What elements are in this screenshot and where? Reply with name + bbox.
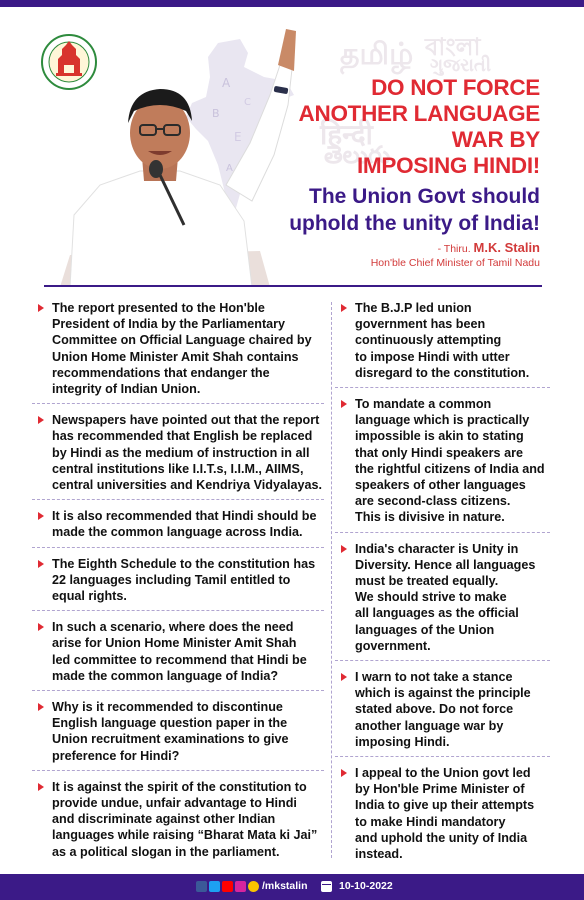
item-separator <box>335 660 550 661</box>
subheadline <box>230 183 540 237</box>
bullet-arrow-icon <box>38 304 44 312</box>
bullet-arrow-icon <box>38 703 44 711</box>
item-separator <box>32 610 324 611</box>
subheadline-line: The Union Govt should <box>309 185 540 208</box>
list-item: It is also recommended that Hindi should be made the common language across India. <box>32 508 324 540</box>
bullet-arrow-icon <box>341 769 347 777</box>
attribution-name: M.K. Stalin <box>473 240 540 255</box>
bullet-arrow-icon <box>38 416 44 424</box>
headline <box>230 75 540 179</box>
calendar-icon <box>321 881 332 892</box>
item-separator <box>335 532 550 533</box>
right-column <box>335 300 550 862</box>
script-word: বাংলা <box>425 33 481 61</box>
attribution-prefix: - Thiru. <box>437 243 474 255</box>
bullet-arrow-icon <box>341 304 347 312</box>
item-separator <box>335 756 550 757</box>
list-item: The Eighth Schedule to the constitution has 22 languages including Tamil entitled to equal rights. <box>32 556 324 605</box>
svg-text:B: B <box>212 107 220 120</box>
item-separator <box>32 770 324 771</box>
headline-line: DO NOT FORCE <box>371 75 540 100</box>
item-separator <box>32 547 324 548</box>
list-item: I warn to not take a stance which is against the principle stated above. Do not force another language war by imposing Hindi. <box>335 669 550 750</box>
script-word: தமிழ் <box>340 37 414 72</box>
instagram-icon[interactable] <box>235 881 246 892</box>
list-item: To mandate a common language which is practically impossible is akin to stating that only Hindi speakers are the rightful citizens of India and speakers of other languages are second-class citizens. This is divisive in nature. <box>335 396 550 526</box>
column-divider <box>331 302 332 858</box>
bullet-arrow-icon <box>38 783 44 791</box>
bullet-arrow-icon <box>341 400 347 408</box>
item-separator <box>32 403 324 404</box>
script-word: ગુજરાતી <box>430 55 491 76</box>
list-item: The B.J.P led union government has been continuously attempting to impose Hindi with utter disregard to the constitution. <box>335 300 550 381</box>
list-item: It is against the spirit of the constitution to provide undue, unfair advantage to Hindi and discriminate against other Indian languages while raising “Bharat Mata ki Jai” as a political slogan in the parliament. <box>32 779 324 860</box>
script-word: తెలుగు <box>324 141 391 169</box>
top-bar <box>0 0 584 7</box>
header-banner <box>0 7 584 287</box>
social-handle[interactable]: /mkstalin <box>262 880 308 892</box>
headline-line: WAR BY <box>451 127 540 152</box>
footer-bar <box>0 874 584 900</box>
svg-text:E: E <box>234 130 242 144</box>
svg-text:C: C <box>244 97 251 108</box>
twitter-icon[interactable] <box>209 881 220 892</box>
youtube-icon[interactable] <box>222 881 233 892</box>
subheadline-line: uphold the unity of India! <box>289 212 540 235</box>
item-separator <box>32 690 324 691</box>
bullet-arrow-icon <box>341 545 347 553</box>
svg-text:A: A <box>226 163 233 174</box>
script-word: हिन्दी <box>320 118 373 151</box>
koo-icon[interactable] <box>248 881 259 892</box>
list-item: India's character is Unity in Diversity. Hence all languages must be treated equally. We should strive to make all languages as the official languages of the Union government. <box>335 541 550 654</box>
headline-line: ANOTHER LANGUAGE <box>298 101 540 126</box>
list-item: In such a scenario, where does the need arise for Union Home Minister Amit Shah led committee to recommend that Hindi be made the common language of India? <box>32 619 324 684</box>
svg-text:A: A <box>222 76 231 90</box>
bullet-arrow-icon <box>38 512 44 520</box>
list-item: I appeal to the Union govt led by Hon'ble Prime Minister of India to give up their attempts to make Hindi mandatory and uphold the unity of India instead. <box>335 765 550 862</box>
bullet-arrow-icon <box>38 560 44 568</box>
item-separator <box>32 499 324 500</box>
bullet-arrow-icon <box>341 673 347 681</box>
list-item: Why is it recommended to discontinue English language question paper in the Union recruitment examinations to give preference for Hindi? <box>32 699 324 764</box>
post-date: 10-10-2022 <box>339 880 393 892</box>
headline-line: IMPOSING HINDI! <box>356 153 540 178</box>
list-item: The report presented to the Hon'ble President of India by the Parliamentary Committee on Official Language chaired by Union Home Minister Amit Shah contains recommendations that endanger the integrity of Indian Union. <box>32 300 324 397</box>
left-column <box>32 300 324 860</box>
item-separator <box>335 387 550 388</box>
header-divider <box>44 285 542 287</box>
attribution-role: Hon'ble Chief Minister of Tamil Nadu <box>370 257 540 269</box>
list-item: Newspapers have pointed out that the report has recommended that English be replaced by Hindi as the medium of instruction in all central institutions like I.I.T.s, I.I.M., AIIMS, central universities and Kendriya Vidyalayas. <box>32 412 324 493</box>
facebook-icon[interactable] <box>196 881 207 892</box>
bullet-arrow-icon <box>38 623 44 631</box>
attribution <box>300 241 540 256</box>
